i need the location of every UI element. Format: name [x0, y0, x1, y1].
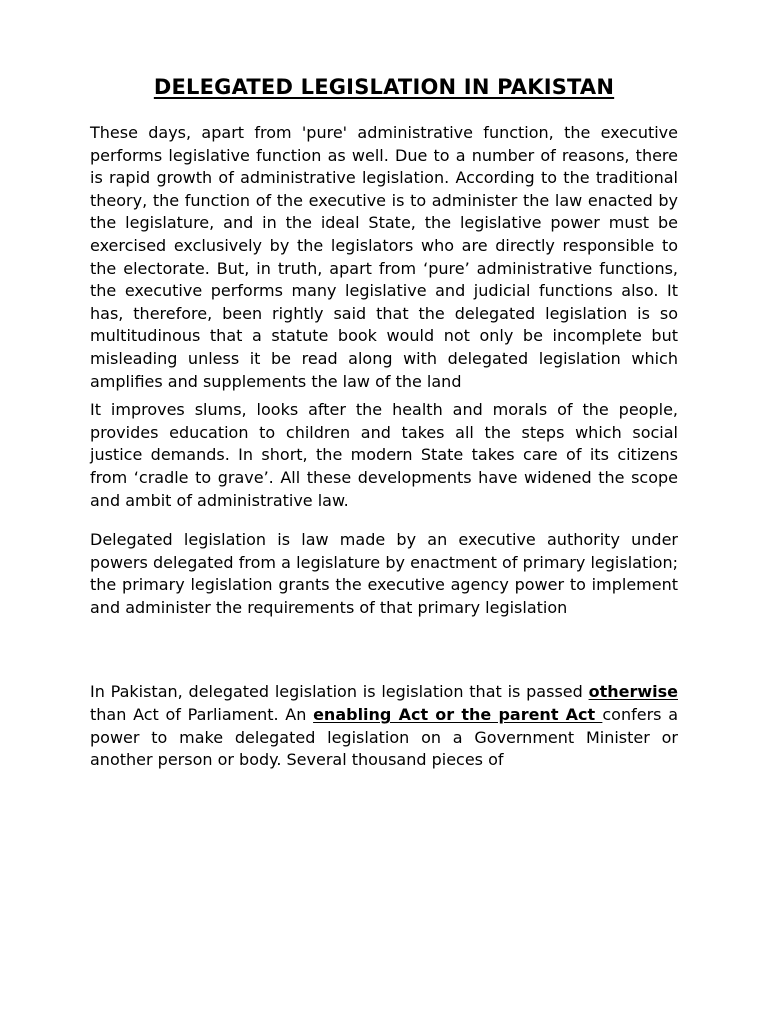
- paragraph-definition: Delegated legislation is law made by an executive authority under powers delegated from a legislature by enactment of primary legislation; the primary legislation grants the executive agency power to implement and administer the requirements of that primary legislation: [90, 530, 678, 617]
- paragraph-pakistan-text-2: than Act of Parliament. An: [90, 705, 314, 725]
- paragraph-pakistan: [90, 681, 678, 771]
- paragraph-intro: These days, apart from 'pure' administrative function, the executive performs legislative function as well. Due to a number of reasons, there is rapid growth of administrative legislation. According to the traditional theory, the function of the executive is to administer the law enacted by the legislature, and in the ideal State, the legislative power must be exercised exclusively by the legislators who are directly responsible to the electorate. But, in truth, apart from ‘pure’ administrative functions, the executive performs many legislative and judicial functions also. It has, therefore, been rightly said that the delegated legislation is so multitudinous that a statute book would not only be incomplete but misleading unless it be read along with delegated legislation which amplifies and supplements the law of the land: [90, 123, 678, 391]
- emphasis-otherwise: otherwise: [588, 682, 678, 702]
- document-page: [90, 68, 678, 772]
- paragraph-modern-state: It improves slums, looks after the health and morals of the people, provides education to children and takes all the steps which social justice demands. In short, the modern State takes care of its citizens from ‘cradle to grave’. All these developments have widened the scope and ambit of administrative law.: [90, 400, 678, 510]
- emphasis-enabling-act: enabling Act or the parent Act: [313, 705, 603, 725]
- paragraph-pakistan-text-1: In Pakistan, delegated legislation is legislation that is passed: [90, 682, 589, 702]
- paragraph-pakistan-text-3: confers a power to make delegated legislation on a Government Minister or another person or body. Several thousand pieces of: [90, 705, 679, 770]
- document-title: DELEGATED LEGISLATION IN PAKISTAN: [153, 75, 615, 99]
